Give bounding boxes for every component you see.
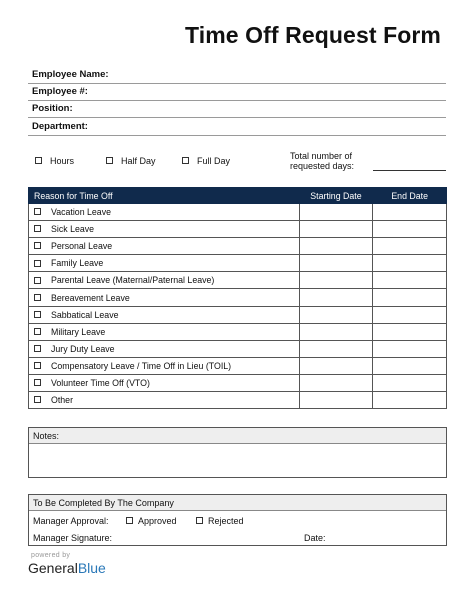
brand-logo (28, 552, 106, 576)
checkbox-icon[interactable] (34, 225, 41, 232)
brand-name-part1: General (28, 560, 78, 576)
notes-box[interactable] (28, 427, 447, 478)
reason-cell[interactable] (29, 374, 300, 391)
reason-cell[interactable] (29, 272, 300, 289)
starting-date-cell[interactable] (299, 289, 373, 306)
approved-option[interactable] (126, 516, 177, 526)
reason-label: Volunteer Time Off (VTO) (51, 377, 150, 388)
checkbox-icon[interactable] (34, 328, 41, 335)
end-date-cell[interactable] (373, 392, 447, 409)
approved-label: Approved (138, 516, 177, 526)
checkbox-icon[interactable] (34, 345, 41, 352)
duration-label: Half Day (121, 156, 156, 166)
reason-label: Sick Leave (51, 224, 95, 235)
starting-date-cell[interactable] (299, 272, 373, 289)
duration-label: Hours (50, 156, 75, 166)
end-date-cell[interactable] (373, 255, 447, 272)
starting-date-cell[interactable] (299, 340, 373, 357)
starting-date-cell[interactable] (299, 221, 373, 238)
table-row (29, 392, 447, 409)
header-reason: Reason for Time Off (29, 188, 300, 204)
reason-cell[interactable] (29, 204, 300, 221)
checkbox-icon[interactable] (106, 157, 113, 164)
checkbox-icon[interactable] (34, 208, 41, 215)
reason-label: Parental Leave (Maternal/Paternal Leave) (51, 275, 215, 286)
total-days-label (290, 151, 354, 171)
manager-approval-label: Manager Approval: (33, 516, 109, 526)
end-date-cell[interactable] (373, 306, 447, 323)
employee-number-label: Employee #: (32, 86, 88, 97)
table-row (29, 204, 447, 221)
form-title: Time Off Request Form (185, 22, 441, 48)
powered-by-text: powered by (31, 552, 71, 559)
table-header-row (29, 188, 447, 204)
position-label: Position: (32, 103, 73, 114)
table-row (29, 323, 447, 340)
reason-label: Jury Duty Leave (51, 343, 115, 354)
reason-cell[interactable] (29, 323, 300, 340)
starting-date-cell[interactable] (299, 323, 373, 340)
total-days-input[interactable] (373, 170, 446, 171)
header-end-date: End Date (373, 188, 447, 204)
brand-name-part2: Blue (77, 560, 106, 576)
department-label: Department: (32, 121, 88, 132)
brand-name (28, 560, 106, 576)
reason-label: Family Leave (51, 258, 104, 269)
starting-date-cell[interactable] (299, 306, 373, 323)
reason-label: Compensatory Leave / Time Off in Lieu (TOIL) (51, 360, 232, 371)
duration-option-half-day[interactable] (106, 156, 156, 166)
end-date-cell[interactable] (373, 221, 447, 238)
end-date-cell[interactable] (373, 204, 447, 221)
reason-label: Military Leave (51, 326, 106, 337)
reason-cell[interactable] (29, 221, 300, 238)
checkbox-icon[interactable] (34, 362, 41, 369)
table-row (29, 340, 447, 357)
table-row (29, 289, 447, 306)
table-row (29, 357, 447, 374)
total-days-label-line2: requested days: (290, 161, 355, 171)
end-date-cell[interactable] (373, 340, 447, 357)
end-date-cell[interactable] (373, 238, 447, 255)
department-field[interactable] (28, 119, 446, 136)
starting-date-cell[interactable] (299, 238, 373, 255)
reason-cell[interactable] (29, 340, 300, 357)
table-row (29, 221, 447, 238)
checkbox-icon[interactable] (34, 379, 41, 386)
employee-name-label: Employee Name: (32, 69, 109, 80)
reason-cell[interactable] (29, 357, 300, 374)
table-row (29, 255, 447, 272)
starting-date-cell[interactable] (299, 255, 373, 272)
checkbox-icon[interactable] (34, 242, 41, 249)
reasons-table (28, 187, 447, 409)
header-starting-date: Starting Date (299, 188, 373, 204)
company-section-header: To Be Completed By The Company (29, 495, 446, 511)
starting-date-cell[interactable] (299, 374, 373, 391)
duration-option-full-day[interactable] (182, 156, 230, 166)
checkbox-icon[interactable] (34, 294, 41, 301)
end-date-cell[interactable] (373, 323, 447, 340)
starting-date-cell[interactable] (299, 204, 373, 221)
starting-date-cell[interactable] (299, 392, 373, 409)
company-section (28, 494, 447, 546)
rejected-label: Rejected (208, 516, 244, 526)
end-date-cell[interactable] (373, 357, 447, 374)
checkbox-icon[interactable] (34, 311, 41, 318)
notes-label: Notes: (29, 428, 446, 444)
table-row (29, 238, 447, 255)
duration-option-hours[interactable] (35, 156, 74, 166)
end-date-cell[interactable] (373, 374, 447, 391)
reason-label: Personal Leave (51, 241, 113, 252)
checkbox-icon[interactable] (196, 517, 203, 524)
checkbox-icon[interactable] (34, 277, 41, 284)
checkbox-icon[interactable] (34, 260, 41, 267)
position-field[interactable] (28, 101, 446, 118)
manager-signature-label: Manager Signature: (33, 533, 113, 543)
reason-label: Vacation Leave (51, 207, 111, 218)
end-date-cell[interactable] (373, 272, 447, 289)
starting-date-cell[interactable] (299, 357, 373, 374)
end-date-cell[interactable] (373, 289, 447, 306)
checkbox-icon[interactable] (35, 157, 42, 164)
table-row (29, 374, 447, 391)
reason-cell[interactable] (29, 306, 300, 323)
reason-cell[interactable] (29, 238, 300, 255)
reason-cell[interactable] (29, 255, 300, 272)
reason-label: Bereavement Leave (51, 292, 130, 303)
date-label: Date: (304, 533, 326, 543)
table-row (29, 306, 447, 323)
duration-label: Full Day (197, 156, 231, 166)
reason-cell[interactable] (29, 289, 300, 306)
employee-number-field[interactable] (28, 84, 446, 101)
table-row (29, 272, 447, 289)
reason-label: Sabbatical Leave (51, 309, 119, 320)
employee-name-field[interactable] (28, 67, 446, 84)
reason-cell[interactable] (29, 392, 300, 409)
rejected-option[interactable] (196, 516, 244, 526)
total-days-label-line1: Total number of (290, 151, 353, 161)
reason-label: Other (51, 395, 74, 406)
checkbox-icon[interactable] (34, 396, 41, 403)
checkbox-icon[interactable] (126, 517, 133, 524)
checkbox-icon[interactable] (182, 157, 189, 164)
